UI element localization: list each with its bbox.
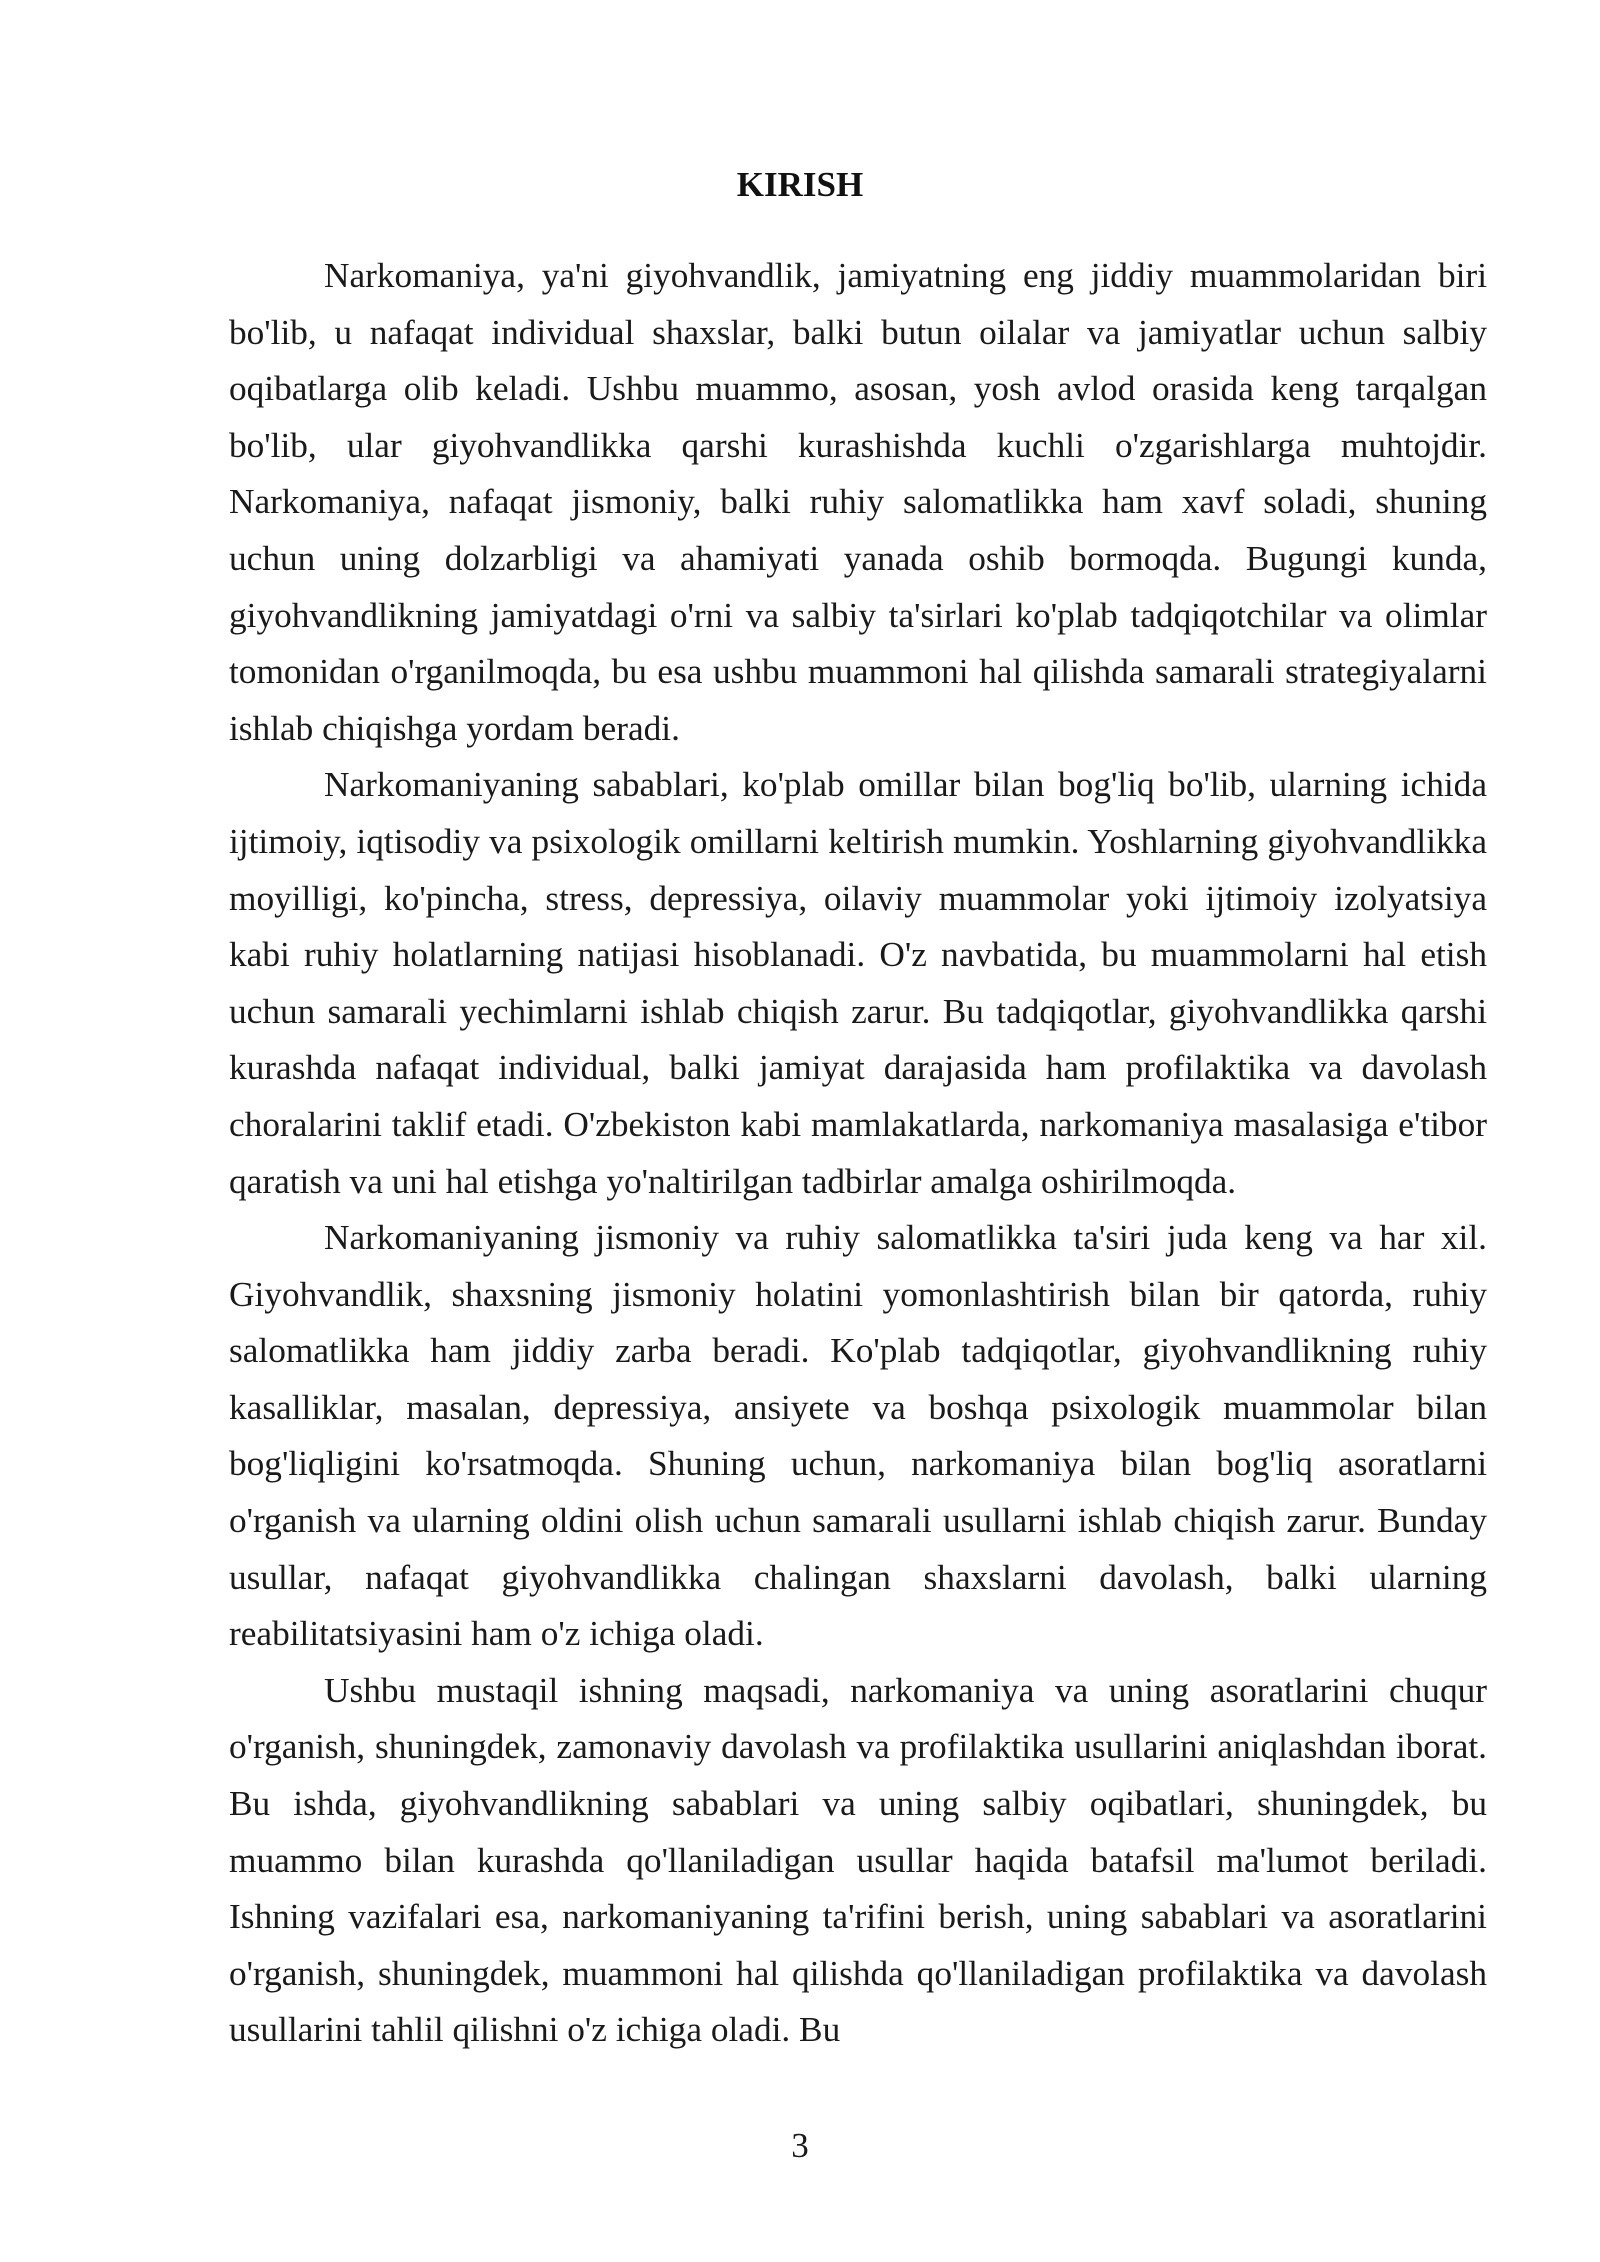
paragraph-4: Ushbu mustaqil ishning maqsadi, narkomaniya va uning asoratlarini chuqur o'rganish, shuningdek, zamonaviy davolash va profilaktika usullarini aniqlashdan iborat. Bu ishda, giyohvandlikning sabablari va uning salbiy oqibatlari, shuningdek, bu muammo bilan kurashda qo'llaniladigan usullar haqida batafsil ma'lumot beriladi. Ishning vazifalari esa, narkomaniyaning ta'rifini berish, uning sabablari va asoratlarini o'rganish, shuningdek, muammoni hal qilishda qo'llaniladigan profilaktika va davolash usullarini tahlil qilishni o'z ichiga oladi. Bu — [229, 1670, 1487, 2050]
section-heading: KIRISH — [736, 165, 864, 204]
page-number: 3 — [791, 2126, 809, 2165]
paragraph-1: Narkomaniya, ya'ni giyohvandlik, jamiyatning eng jiddiy muammolaridan biri bo'lib, u nafaqat individual shaxslar, balki butun oilalar va jamiyatlar uchun salbiy oqibatlarga olib keladi. Ushbu muammo, asosan, yosh avlod orasida keng tarqalgan bo'lib, ular giyohvandlikka qarshi kurashishda kuchli o'zgarishlarga muhtojdir. Narkomaniya, nafaqat jismoniy, balki ruhiy salomatlikka ham xavf soladi, shuning uchun uning dolzarbligi va ahamiyati yanada oshib bormoqda. Bugungi kunda, giyohvandlikning jamiyatdagi o'rni va salbiy ta'sirlari ko'plab tadqiqotchilar va olimlar tomonidan o'rganilmoqda, bu esa ushbu muammoni hal qilishda samarali strategiyalarni ishlab chiqishga yordam beradi. — [229, 256, 1487, 748]
body-text — [229, 248, 1487, 2059]
paragraph-3: Narkomaniyaning jismoniy va ruhiy salomatlikka ta'siri juda keng va har xil. Giyohvandlik, shaxsning jismoniy holatini yomonlashtirish bilan bir qatorda, ruhiy salomatlikka ham jiddiy zarba beradi. Ko'plab tadqiqotlar, giyohvandlikning ruhiy kasalliklar, masalan, depressiya, ansiyete va boshqa psixologik muammolar bilan bog'liqligini ko'rsatmoqda. Shuning uchun, narkomaniya bilan bog'liq asoratlarni o'rganish va ularning oldini olish uchun samarali usullarni ishlab chiqish zarur. Bunday usullar, nafaqat giyohvandlikka chalingan shaxslarni davolash, balki ularning reabilitatsiyasini ham o'z ichiga oladi. — [229, 1218, 1487, 1654]
paragraph-2: Narkomaniyaning sabablari, ko'plab omillar bilan bog'liq bo'lib, ularning ichida ijtimoiy, iqtisodiy va psixologik omillarni keltirish mumkin. Yoshlarning giyohvandlikka moyilligi, ko'pincha, stress, depressiya, oilaviy muammolar yoki ijtimoiy izolyatsiya kabi ruhiy holatlarning natijasi hisoblanadi. O'z navbatida, bu muammolarni hal etish uchun samarali yechimlarni ishlab chiqish zarur. Bu tadqiqotlar, giyohvandlikka qarshi kurashda nafaqat individual, balki jamiyat darajasida ham profilaktika va davolash choralarini taklif etadi. O'zbekiston kabi mamlakatlarda, narkomaniya masalasiga e'tibor qaratish va uni hal etishga yo'naltirilgan tadbirlar amalga oshirilmoqda. — [229, 765, 1487, 1201]
